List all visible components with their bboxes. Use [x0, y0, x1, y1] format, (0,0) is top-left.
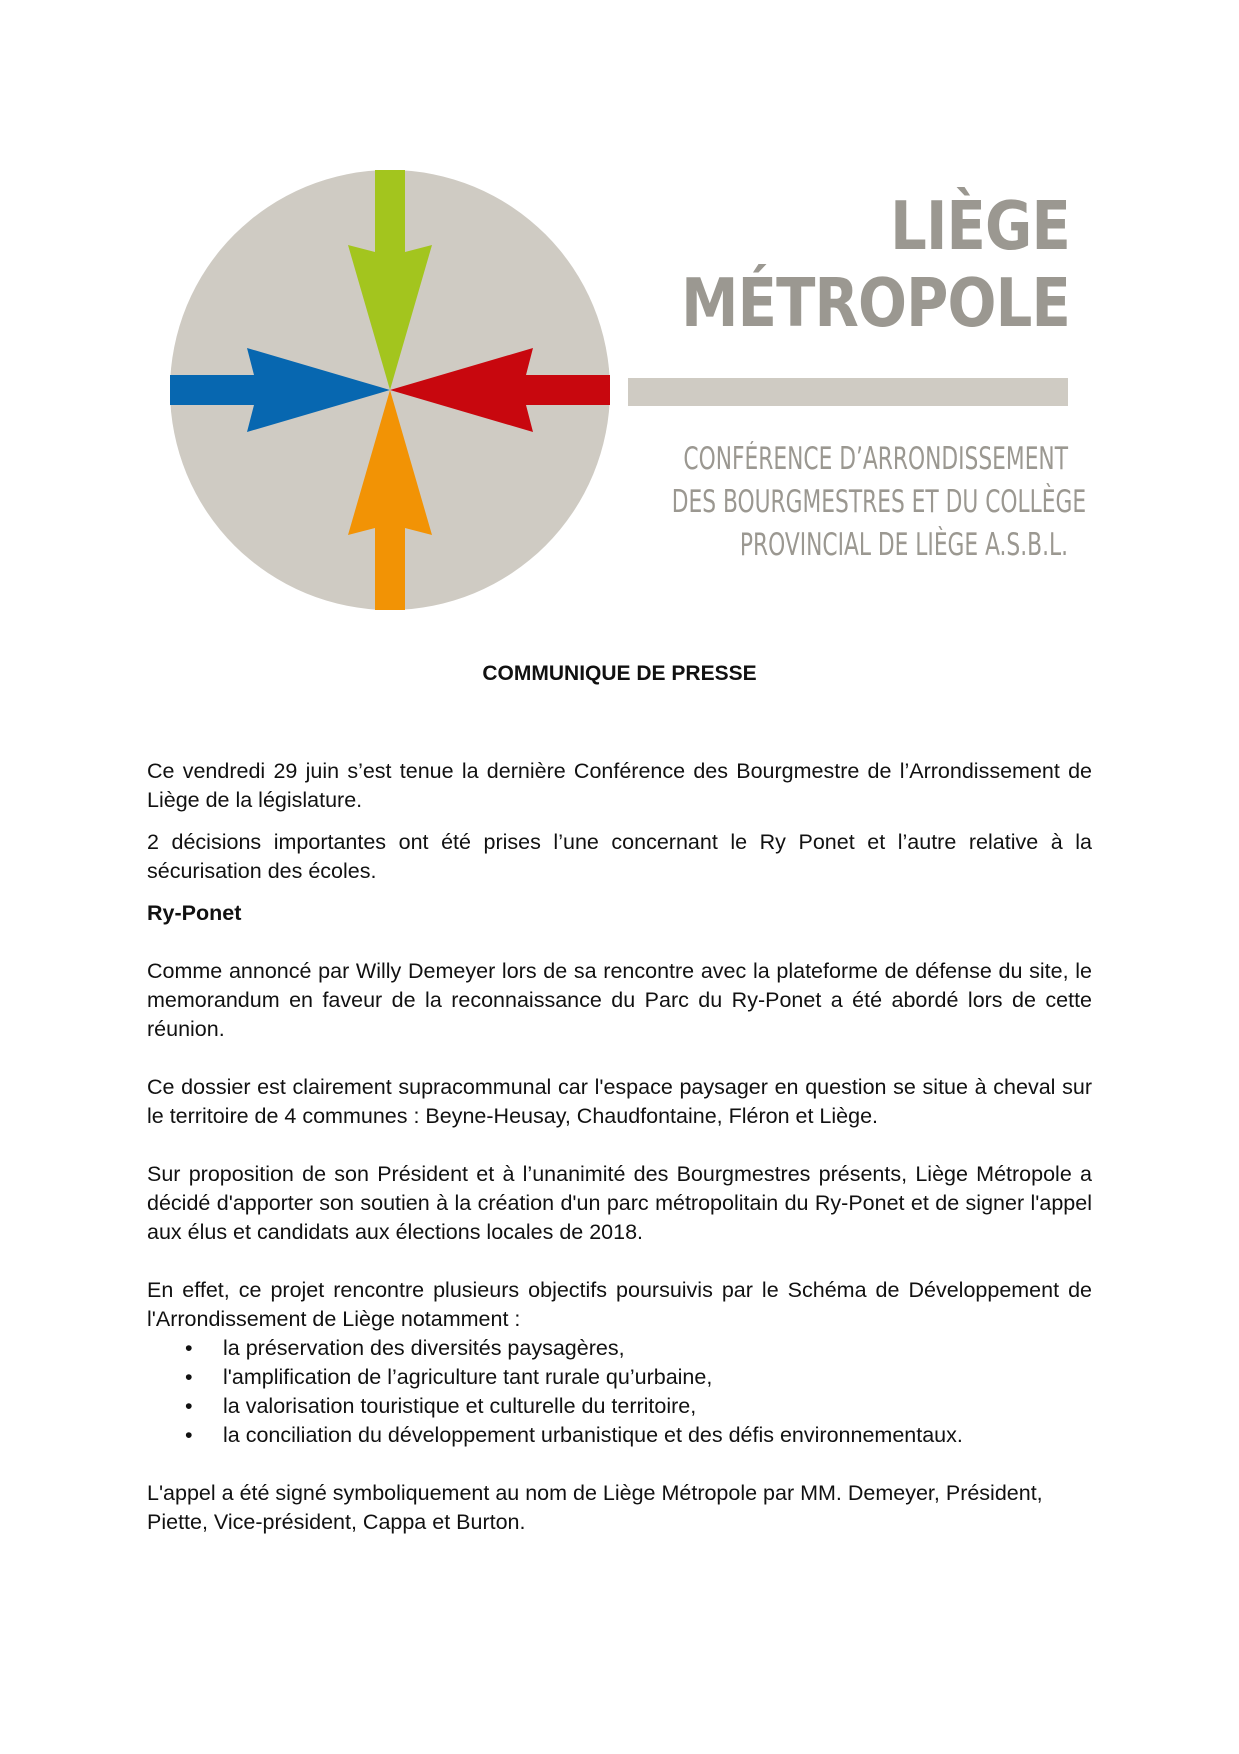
list-item	[147, 1334, 1092, 1363]
section-heading: Ry-Ponet	[147, 901, 242, 925]
objectives-list	[147, 1334, 1092, 1450]
bullet-icon: •	[185, 1365, 193, 1389]
brand-subtitle-line: PROVINCIAL DE LIÈGE A.S.B.L.	[739, 527, 1068, 563]
intro-paragraph: Ce vendredi 29 juin s’est tenue la dernière Conférence des Bourgmestre de l’Arrondissement de Liège de la législature.	[147, 759, 1092, 812]
list-item-text: la valorisation touristique et culturelle du territoire,	[223, 1394, 697, 1418]
brand-subtitle-line: DES BOURGMESTRES ET DU COLLÈGE	[671, 484, 1087, 520]
document-body	[147, 757, 1092, 1537]
document-title: COMMUNIQUE DE PRESSE	[482, 662, 757, 685]
intro-paragraph: 2 décisions importantes ont été prises l’une concernant le Ry Ponet et l’autre relative à la sécurisation des écoles.	[147, 830, 1092, 883]
list-item	[147, 1363, 1092, 1392]
bullet-icon: •	[185, 1394, 193, 1418]
bullet-icon: •	[185, 1336, 193, 1360]
section-paragraph: En effet, ce projet rencontre plusieurs objectifs poursuivis par le Schéma de Développement de l'Arrondissement de Liège notamment :	[147, 1278, 1092, 1331]
list-item-text: l'amplification de l’agriculture tant rurale qu’urbaine,	[223, 1365, 713, 1389]
brand-subtitle-line: CONFÉRENCE D’ARRONDISSEMENT	[683, 441, 1068, 477]
brand-name-line1: LIÈGE	[890, 187, 1070, 265]
list-item	[147, 1392, 1092, 1421]
brand-divider-bar	[628, 378, 1068, 406]
list-item	[147, 1421, 1092, 1450]
brand-subtitle	[671, 438, 1087, 567]
brand-name	[600, 185, 1070, 343]
section-paragraph: Sur proposition de son Président et à l’unanimité des Bourgmestres présents, Liège Métropole a décidé d'apporter son soutien à la création d'un parc métropolitain du Ry-Ponet et de signer l'appel aux élus et candidats aux élections locales de 2018.	[147, 1162, 1092, 1244]
list-item-text: la préservation des diversités paysagères,	[223, 1336, 625, 1360]
section-paragraph: Ce dossier est clairement supracommunal car l'espace paysager en question se situe à cheval sur le territoire de 4 communes : Beyne-Heusay, Chaudfontaine, Fléron et Liège.	[147, 1075, 1092, 1128]
bullet-icon: •	[185, 1423, 193, 1447]
brand-name-line2: MÉTROPOLE	[681, 264, 1070, 342]
section-paragraph: Comme annoncé par Willy Demeyer lors de sa rencontre avec la plateforme de défense du site, le memorandum en faveur de la reconnaissance du Parc du Ry-Ponet a été abordé lors de cette réunion.	[147, 959, 1092, 1041]
liege-metropole-logo-emblem	[170, 170, 610, 610]
list-item-text: la conciliation du développement urbanistique et des défis environnementaux.	[223, 1423, 963, 1447]
closing-paragraph: L'appel a été signé symboliquement au nom de Liège Métropole par MM. Demeyer, Président, Piette, Vice-président, Cappa et Burton.	[147, 1481, 1043, 1534]
